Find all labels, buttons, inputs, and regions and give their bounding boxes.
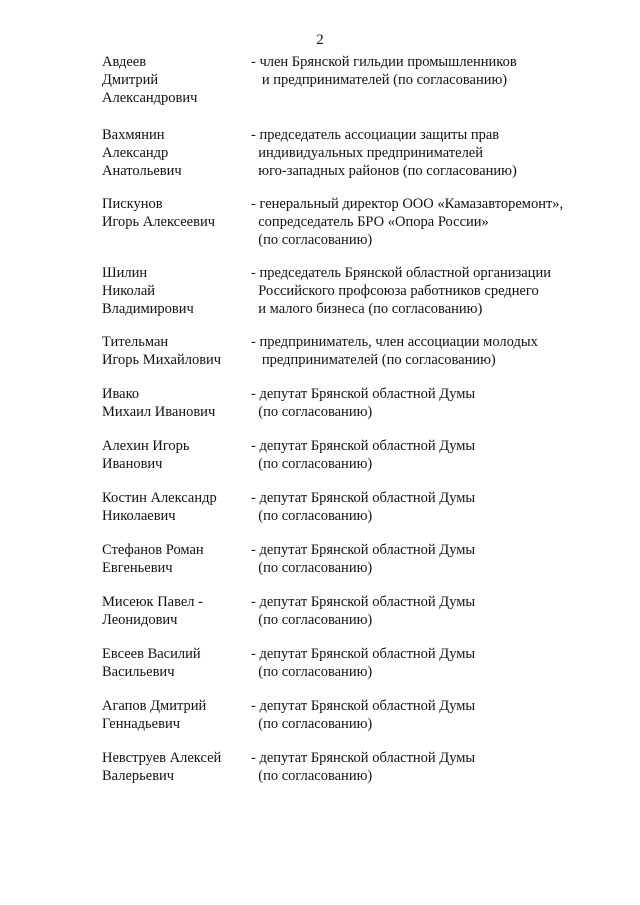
member-name-line: Анатольевич xyxy=(102,163,182,179)
member-name-line: Александрович xyxy=(102,90,198,106)
member-role xyxy=(251,126,621,180)
member-name-line: Иванович xyxy=(102,456,163,472)
member-name-line: Николаевич xyxy=(102,508,176,524)
member-role xyxy=(251,53,621,89)
member-role xyxy=(251,645,621,681)
member-name-line: Михаил Иванович xyxy=(102,404,216,420)
member-name-line: Евсеев Василий xyxy=(102,646,201,662)
member-name-line: Алехин Игорь xyxy=(102,438,190,454)
member-name-line: Вахмянин xyxy=(102,127,165,143)
member-role xyxy=(251,489,621,525)
member-role xyxy=(251,437,621,473)
member-name-line: Авдеев xyxy=(102,54,147,70)
member-name xyxy=(102,749,248,785)
member-name-line: Игорь Михайлович xyxy=(102,352,222,368)
member-name xyxy=(102,195,248,231)
member-role-line: (по согласованию) xyxy=(251,716,373,732)
member-role-line: (по согласованию) xyxy=(251,768,373,784)
page-number: 2 xyxy=(316,32,324,48)
member-role-line: сопредседатель БРО «Опора России» xyxy=(251,214,489,230)
member-role-line: юго-западных районов (по согласованию) xyxy=(251,163,517,179)
member-role-line: - предприниматель, член ассоциации молодых xyxy=(251,334,538,350)
member-role-line: - депутат Брянской областной Думы xyxy=(251,542,476,558)
member-name-line: Игорь Алексеевич xyxy=(102,214,216,230)
member-name xyxy=(102,697,248,733)
member-role xyxy=(251,333,621,369)
member-role xyxy=(251,541,621,577)
member-name-line: Пискунов xyxy=(102,196,163,212)
member-name-line: Шилин xyxy=(102,265,148,281)
member-role-line: - председатель ассоциации защиты прав xyxy=(251,127,500,143)
member-name-line: Агапов Дмитрий xyxy=(102,698,207,714)
member-role xyxy=(251,385,621,421)
member-name xyxy=(102,333,248,369)
member-name xyxy=(102,126,248,180)
member-role xyxy=(251,264,621,318)
member-name xyxy=(102,385,248,421)
member-name xyxy=(102,593,248,629)
member-name-line: Васильевич xyxy=(102,664,175,680)
member-role-line: (по согласованию) xyxy=(251,232,373,248)
member-name xyxy=(102,645,248,681)
member-role-line: (по согласованию) xyxy=(251,560,373,576)
member-role-line: - депутат Брянской областной Думы xyxy=(251,490,476,506)
member-name-line: Евгеньевич xyxy=(102,560,173,576)
member-name-line: Владимирович xyxy=(102,301,194,317)
member-name-line: Геннадьевич xyxy=(102,716,180,732)
member-role-line: - депутат Брянской областной Думы xyxy=(251,698,476,714)
member-role-line: - депутат Брянской областной Думы xyxy=(251,594,476,610)
member-name-line: Костин Александр xyxy=(102,490,217,506)
member-role-line: и малого бизнеса (по согласованию) xyxy=(251,301,483,317)
member-name-line: Валерьевич xyxy=(102,768,175,784)
member-role xyxy=(251,697,621,733)
member-role-line: Российского профсоюза работников среднего xyxy=(251,283,539,299)
member-role-line: - председатель Брянской областной организации xyxy=(251,265,551,281)
member-role xyxy=(251,195,621,249)
member-name-line: Леонидович xyxy=(102,612,178,628)
member-name xyxy=(102,53,248,107)
member-role xyxy=(251,749,621,785)
member-role-line: - генеральный директор ООО «Камазавторемонт», xyxy=(251,196,564,212)
member-name-line: Тительман xyxy=(102,334,169,350)
member-role-line: - депутат Брянской областной Думы xyxy=(251,386,476,402)
member-role-line: - депутат Брянской областной Думы xyxy=(251,646,476,662)
member-role xyxy=(251,593,621,629)
member-role-line: (по согласованию) xyxy=(251,404,373,420)
member-role-line: - член Брянской гильдии промышленников xyxy=(251,54,517,70)
member-name xyxy=(102,489,248,525)
member-name-line: Николай xyxy=(102,283,156,299)
member-name xyxy=(102,264,248,318)
member-role-line: (по согласованию) xyxy=(251,508,373,524)
member-name xyxy=(102,437,248,473)
member-role-line: (по согласованию) xyxy=(251,456,373,472)
member-role-line: и предпринимателей (по согласованию) xyxy=(251,72,508,88)
member-role-line: предпринимателей (по согласованию) xyxy=(251,352,496,368)
member-name-line: Дмитрий xyxy=(102,72,159,88)
member-name xyxy=(102,541,248,577)
member-role-line: - депутат Брянской областной Думы xyxy=(251,750,476,766)
member-role-line: - депутат Брянской областной Думы xyxy=(251,438,476,454)
member-name-line: Мисеюк Павел - xyxy=(102,594,203,610)
member-name-line: Стефанов Роман xyxy=(102,542,204,558)
member-role-line: индивидуальных предпринимателей xyxy=(251,145,483,161)
member-role-line: (по согласованию) xyxy=(251,612,373,628)
member-role-line: (по согласованию) xyxy=(251,664,373,680)
member-name-line: Александр xyxy=(102,145,169,161)
member-name-line: Невструев Алексей xyxy=(102,750,222,766)
member-name-line: Ивако xyxy=(102,386,140,402)
